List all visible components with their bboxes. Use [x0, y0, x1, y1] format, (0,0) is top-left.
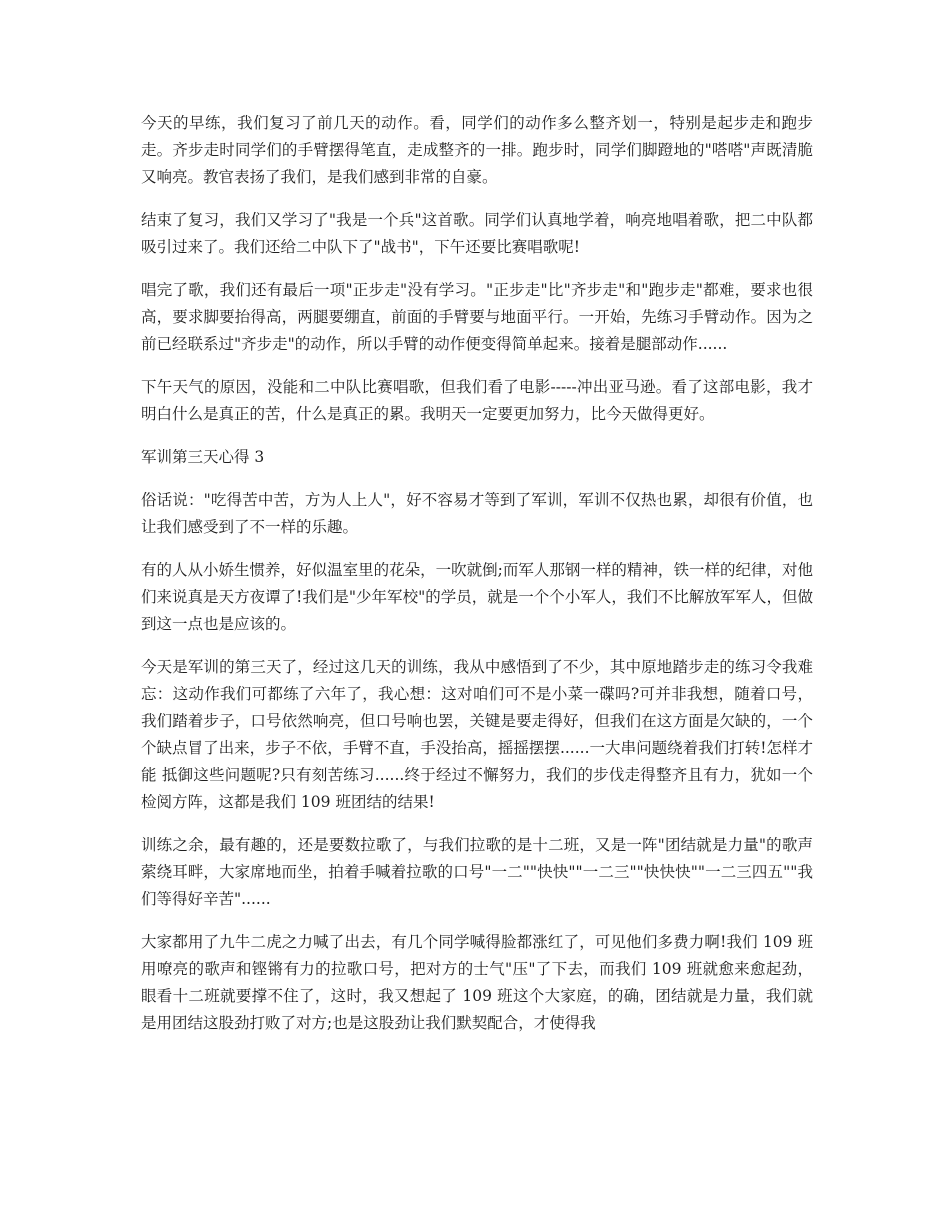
paragraph-proverb: 俗话说："吃得苦中苦，方为人上人"，好不容易才等到了军训，军训不仅热也累，却很有价值，也让我们感受到了不一样的乐趣。	[141, 491, 813, 536]
paragraph-afternoon-movie: 下午天气的原因，没能和二中队比赛唱歌，但我们看了电影-----冲出亚马逊。看了这部电影，我才明白什么是真正的苦，什么是真正的累。我明天一定要更加努力，比今天做得更好。	[141, 378, 813, 423]
section-heading: 军训第三天心得 3	[141, 448, 265, 466]
paragraph-greenhouse-flowers: 有的人从小娇生惯养，好似温室里的花朵，一吹就倒;而军人那钢一样的精神，铁一样的纪律，对他们来说真是天方夜谭了!我们是"少年军校"的学员，就是一个个小军人，我们不比解放军军人，但做到这一点也是应该的。	[141, 561, 813, 633]
document-page	[141, 110, 813, 1053]
paragraph-marching-in-place: 今天是军训的第三天了，经过这几天的训练，我从中感悟到了不少，其中原地踏步走的练习令我难忘：这动作我们可都练了六年了，我心想：这对咱们可不是小菜一碟吗?可并非我想，随着口号，我们踏着步子，口号依然响亮，但口号响也罢，关键是要走得好，但我们在这方面是欠缺的，一个个缺点冒了出来，步子不依，手臂不直，手没抬高，摇摇摆摆......一大串问题绕着我们打转!怎样才能 抵御这些问题呢?只有刻苦练习......终于经过不懈努力，我们的步伐走得整齐且有力，犹如一个检阅方阵，这都是我们 109 班团结的结果!	[141, 658, 813, 811]
paragraph-goose-step: 唱完了歌，我们还有最后一项"正步走"没有学习。"正步走"比"齐步走"和"跑步走"都难，要求也很高，要求脚要抬得高，两腿要绷直，前面的手臂要与地面平行。一开始，先练习手臂动作。因为之前已经联系过"齐步走"的动作，所以手臂的动作便变得简单起来。接着是腿部动作......	[141, 281, 813, 353]
paragraph-morning-drill: 今天的早练，我们复习了前几天的动作。看，同学们的动作多么整齐划一，特别是起步走和跑步走。齐步走时同学们的手臂摆得笔直，走成整齐的一排。跑步时，同学们脚蹬地的"嗒嗒"声既清脆又响亮。教官表扬了我们，是我们感到非常的自豪。	[141, 114, 813, 186]
paragraph-team-spirit: 大家都用了九牛二虎之力喊了出去，有几个同学喊得脸都涨红了，可见他们多费力啊!我们 109 班用嘹亮的歌声和铿锵有力的拉歌口号，把对方的士气"压"了下去，而我们 109 班就愈来愈起劲，眼看十二班就要撑不住了，这时，我又想起了 109 班这个大家庭，的确，团结就是力量，我们就是用团结这股劲打败了对方;也是这股劲让我们默契配合，才使得我	[141, 933, 813, 1032]
paragraph-song-practice: 结束了复习，我们又学习了"我是一个兵"这首歌。同学们认真地学着，响亮地唱着歌，把二中队都吸引过来了。我们还给二中队下了"战书"，下午还要比赛唱歌呢!	[141, 211, 813, 256]
paragraph-song-contest: 训练之余，最有趣的，还是要数拉歌了，与我们拉歌的是十二班，又是一阵"团结就是力量"的歌声萦绕耳畔，大家席地而坐，拍着手喊着拉歌的口号"一二""快快""一二三""快快快""一二三四五""我们等得好辛苦"......	[141, 836, 813, 908]
